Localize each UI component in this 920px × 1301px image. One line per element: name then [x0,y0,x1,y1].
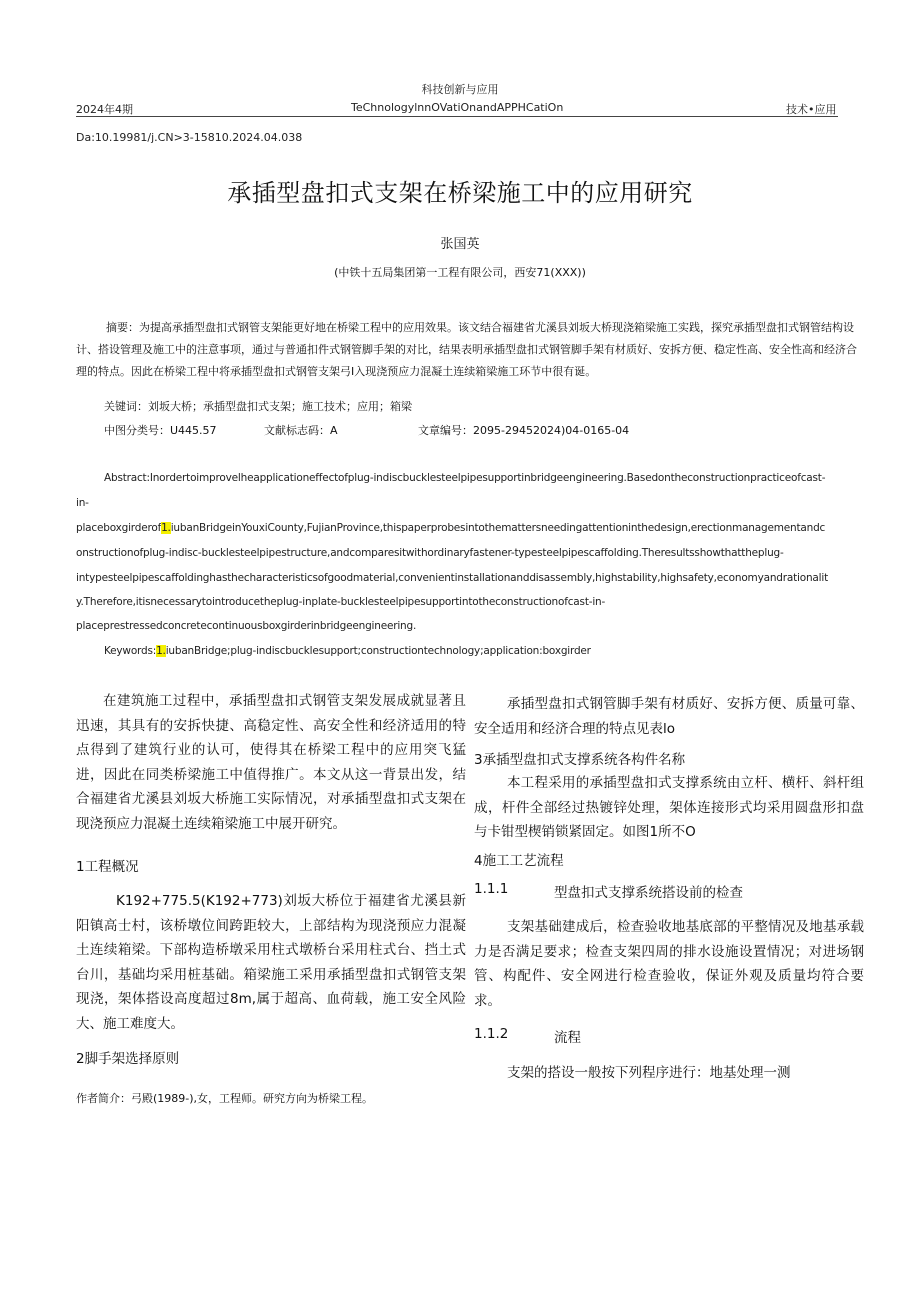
scaffold-features-paragraph: 承插型盘扣式钢管脚手架有材质好、安拆方便、质量可靠、安全适用和经济合理的特点见表lo [474,696,864,737]
document-code: 文献标志码：A [264,424,338,437]
abstract-en-line [76,522,825,534]
header-rule [76,116,838,117]
abstract-en-text: placeboxgirderof [76,522,162,534]
journal-name-en: TeChnologylnnOVatiOnandAPPHCatiOn [351,101,564,114]
abstract-en-line: y.Therefore,itisnecessarytointroducetheplug-inplate-bucklesteelpipesupportintotheconstructionofcast-in- [76,596,606,608]
abstract-en-line: placeprestressedconcretecontinuousboxgirderinbridgeengineering. [76,620,417,632]
abstract-en-line: Abstract:Inordertoimprovelheapplicationeffectofplug-indiscbucklesteelpipesupportinbridgeengineering.Basedontheconstructionpracticeofcast- [104,472,826,484]
clc-number: 中图分类号：U445.57 [104,424,217,437]
abstract-en-text: iubanBridgeinYouxiCounty,FujianProvince,thispaperprobesintothemattersneedingattentioninthedesign,erectionmanagementandc [170,522,826,534]
project-overview-paragraph: K192+775.5(K192+773)刘坂大桥位于福建省尤溪县新阳镇高士村，该桥墩位间跨距较大，上部结构为现浇预应力混凝土连续箱梁。下部构造桥墩采用柱式墩桥台采用柱式台、挡土式台川，基础均采用桩基础。箱梁施工采用承插型盘扣式钢管支架现浇，架体搭设高度超过8m,属于超高、血荷载，施工安全风险大、施工难度大。 [76,893,466,1032]
author-note: 作者简介：弓殿(1989-),女，工程师。研究方向为桥梁工程。 [76,1092,374,1105]
abstract-cn: 摘要：为提高承插型盘扣式钢管支架能更好地在桥梁工程中的应用效果。该文结合福建省尤溪县刘坂大桥现浇箱梁施工实践，探究承插型盘扣式钢管结构设计、搭设管理及施工中的注意事项，通过与普通扣件式钢管脚手架的对比，结果表明承插型盘扣式钢管脚手架有材质好、安拆方便、稳定性高、安全性高和经济合理的特点。因此在桥梁工程中将承插型盘扣式钢管支架弓I入现浇预应力混凝土连续箱梁施工环节中很有诞。 [76,321,857,378]
issue-label: 2024年4期 [76,103,133,116]
author-name: 张国英 [440,237,480,252]
keywords-en-text: iubanBridge;plug-indiscbucklesupport;constructiontechnology;application:boxgirder [165,645,591,657]
paper-title: 承插型盘扣式支架在桥梁施工中的应用研究 [227,179,693,207]
highlight-mark: 1. [156,645,166,657]
article-number: 文章编号：2095-29452024)04-0165-04 [418,424,630,437]
subsection-title: 流程 [554,1030,581,1046]
section-label: 技术•应用 [786,103,837,116]
subsection-number: 1.1.1 [474,881,509,897]
keywords-cn: 关键词：刘坂大桥；承插型盘扣式支架；施工技术；应用；箱梁 [104,400,412,413]
process-paragraph: 支架的搭设一般按下列程序进行：地基处理一测 [507,1065,791,1081]
section-heading-3: 3承插型盘扣式支撑系统各构件名称 [474,752,686,768]
inspection-paragraph: 支架基础建成后，检查验收地基底部的平整情况及地基承载力是否满足要求；检查支架四周的排水设施设置情况；对进场钢管、构配件、安全网进行检查验收，保证外观及质量均符合要求。 [474,919,864,1009]
intro-paragraph: 在建筑施工过程中，承插型盘扣式钢管支架发展成就显著且迅速，其具有的安拆快捷、高稳定性、高安全性和经济适用的特点得到了建筑行业的认可，使得其在桥梁工程中的应用突飞猛进，因此在同类桥梁施工中值得推广。本文从这一背景出发，结合福建省尤溪县刘坂大桥施工实际情况，对承插型盘扣式支架在现浇预应力混凝土连续箱梁施工中展开研究。 [76,693,466,832]
support-system-paragraph: 本工程采用的承插型盘扣式支撑系统由立杆、横杆、斜杆组成，杆件全部经过热镀锌处理，架体连接形式均采用圆盘形扣盘与卡钳型楔销锁紧固定。如图1所不O [474,775,864,840]
doi: Da:10.19981/j.CN>3-15810.2024.04.038 [76,131,303,144]
keywords-en-label: Keywords: [104,645,157,657]
journal-name-cn: 科技创新与应用 [421,83,499,96]
abstract-en-line: intypesteelpipescaffoldinghasthecharacteristicsofgoodmaterial,convenientinstallationanddisassembly,highstability,highsafety,economyandrationalit [76,572,828,584]
subsection-title: 型盘扣式支撑系统搭设前的检查 [554,885,743,901]
affiliation: (中铁十五局集团第一工程有限公司，西安71(XXX)) [334,266,586,279]
section-heading-4: 4施工工艺流程 [474,853,564,869]
keywords-en [104,645,591,657]
section-heading-2: 2脚手架选择原则 [76,1051,180,1067]
highlight-mark: 1. [161,522,171,534]
section-heading-1: 1工程概况 [76,859,139,875]
abstract-en-line: in- [76,497,89,509]
abstract-en-line: onstructionofplug-indisc-bucklesteelpipestructure,andcomparesitwithordinaryfastener-typesteelpipescaffolding.Theresultsshowthattheplug- [76,547,784,559]
subsection-number: 1.1.2 [474,1026,509,1042]
